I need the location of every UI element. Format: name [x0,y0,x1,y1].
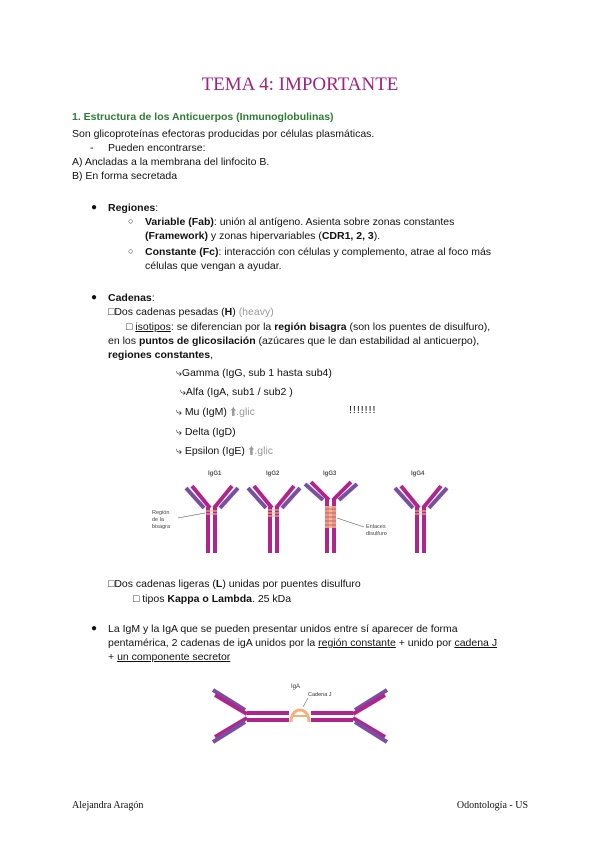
exclamation-marks: !!!!!!! [349,404,377,416]
iga-line-2: pentamérica, 2 cadenas de igA unidos por la región constante + unido por cadena J [108,637,498,649]
up-arrow-icon: ⬆ [247,445,255,457]
constante-line-2: células que vengan a ayudar. [145,260,282,272]
iga-dimer-figure [205,680,395,748]
region-bisagra-label-3: bisagra [152,524,171,530]
variable-line: Variable (Fab): unión al antígeno. Asienta sobre zonas constantes [145,216,455,228]
iga-line-1: La IgM y la IgA que se pueden presentar unidos entre sí aparecer de forma [108,623,458,635]
box-icon: □ [133,593,143,605]
curved-arrow-icon: ⤷ [176,426,185,438]
bullet-icon: ● [91,292,98,303]
variable-line-2: (Framework) y zonas hipervariables (CDR1, 2, 3). [145,230,381,242]
up-arrow-icon: ⬆ [229,406,237,418]
option-a: A) Ancladas a la membrana del linfocito B. [72,156,270,168]
region-bisagra-label-1: Región [152,510,170,516]
bullet-icon: ● [91,202,98,213]
igg3-antibody [305,482,357,553]
option-b: B) En forma secretada [72,170,178,182]
curved-arrow-icon: ⤷ [176,445,185,457]
isotype-epsilon: ⤷ Epsilon (IgE) ⬆.glic [176,445,274,457]
curved-arrow-icon: ⤷ [176,406,185,418]
regiones-label: Regiones: [108,202,159,214]
bullet-icon: ● [91,623,98,634]
isotype-delta: ⤷ Delta (IgD) [176,426,236,438]
igg2-label: IgG2 [266,471,280,477]
enlaces-label-1: Enlaces [366,524,386,530]
igg1-label: IgG1 [208,471,222,477]
tipos-line: □ tipos Kappa o Lambda. 25 kDa [133,593,292,605]
isotype-gamma: ⤷Gamma (IgG, sub 1 hasta sub4) [176,367,332,379]
igg2-antibody [248,486,300,553]
isotipos-line-3: regiones constantes, [108,349,214,361]
cadenas-label: Cadenas: [108,292,155,304]
circle-bullet-icon: ○ [128,216,134,226]
section-heading: 1. Estructura de los Anticuerpos (Inmunoglobulinas) [72,111,334,123]
igg3-label: IgG3 [323,471,337,477]
igg-subclasses-figure [150,466,450,560]
isotipos-line: □ isotipos: se diferencian por la región bisagra (son los puentes de disulfuro), [126,321,491,333]
isotipos-line-2: en los puntos de glicosilación (azúcares que le dan estabilidad al anticuerpo), [108,335,480,347]
constante-line: Constante (Fc): interacción con células y complemento, atrae al foco más [145,246,492,258]
found-text: Pueden encontrarse: [108,142,206,154]
box-icon: □ [126,321,136,333]
pesadas-line: □Dos cadenas pesadas (H) (heavy) [108,306,274,318]
iga-line-3: + un componente secretor [108,651,231,663]
igg1-antibody [186,486,238,553]
iga-left-monomer [213,690,289,742]
box-icon: □ [108,578,115,590]
iga-label: IgA [291,684,301,690]
circle-bullet-icon: ○ [128,246,134,256]
ligeras-line: □Dos cadenas ligeras (L) unidas por puentes disulfuro [108,578,361,590]
dash-marker: - [90,142,94,154]
enlaces-label-2: disulfuro [366,531,387,537]
page-title: TEMA 4: IMPORTANTE [201,74,399,95]
igg4-label: IgG4 [411,471,425,477]
footer-author: Alejandra Aragón [72,800,144,811]
region-bisagra-label-2: de la [152,517,164,523]
box-icon: □ [108,306,115,318]
isotype-mu: ⤷ Mu (IgM) ⬆.glic [176,406,255,418]
footer-institution: Odontología - US [456,800,528,811]
j-chain [291,710,309,722]
curved-arrow-icon: ⤷ [176,367,182,379]
isotype-alfa: ⤷Alfa (IgA, sub1 / sub2 ) [180,386,293,398]
igg4-antibody [395,486,447,553]
intro-text: Son glicoproteínas efectoras producidas por células plasmáticas. [72,128,375,140]
cadena-j-label: Cadena J [308,692,332,698]
curved-arrow-icon: ⤷ [180,386,186,398]
